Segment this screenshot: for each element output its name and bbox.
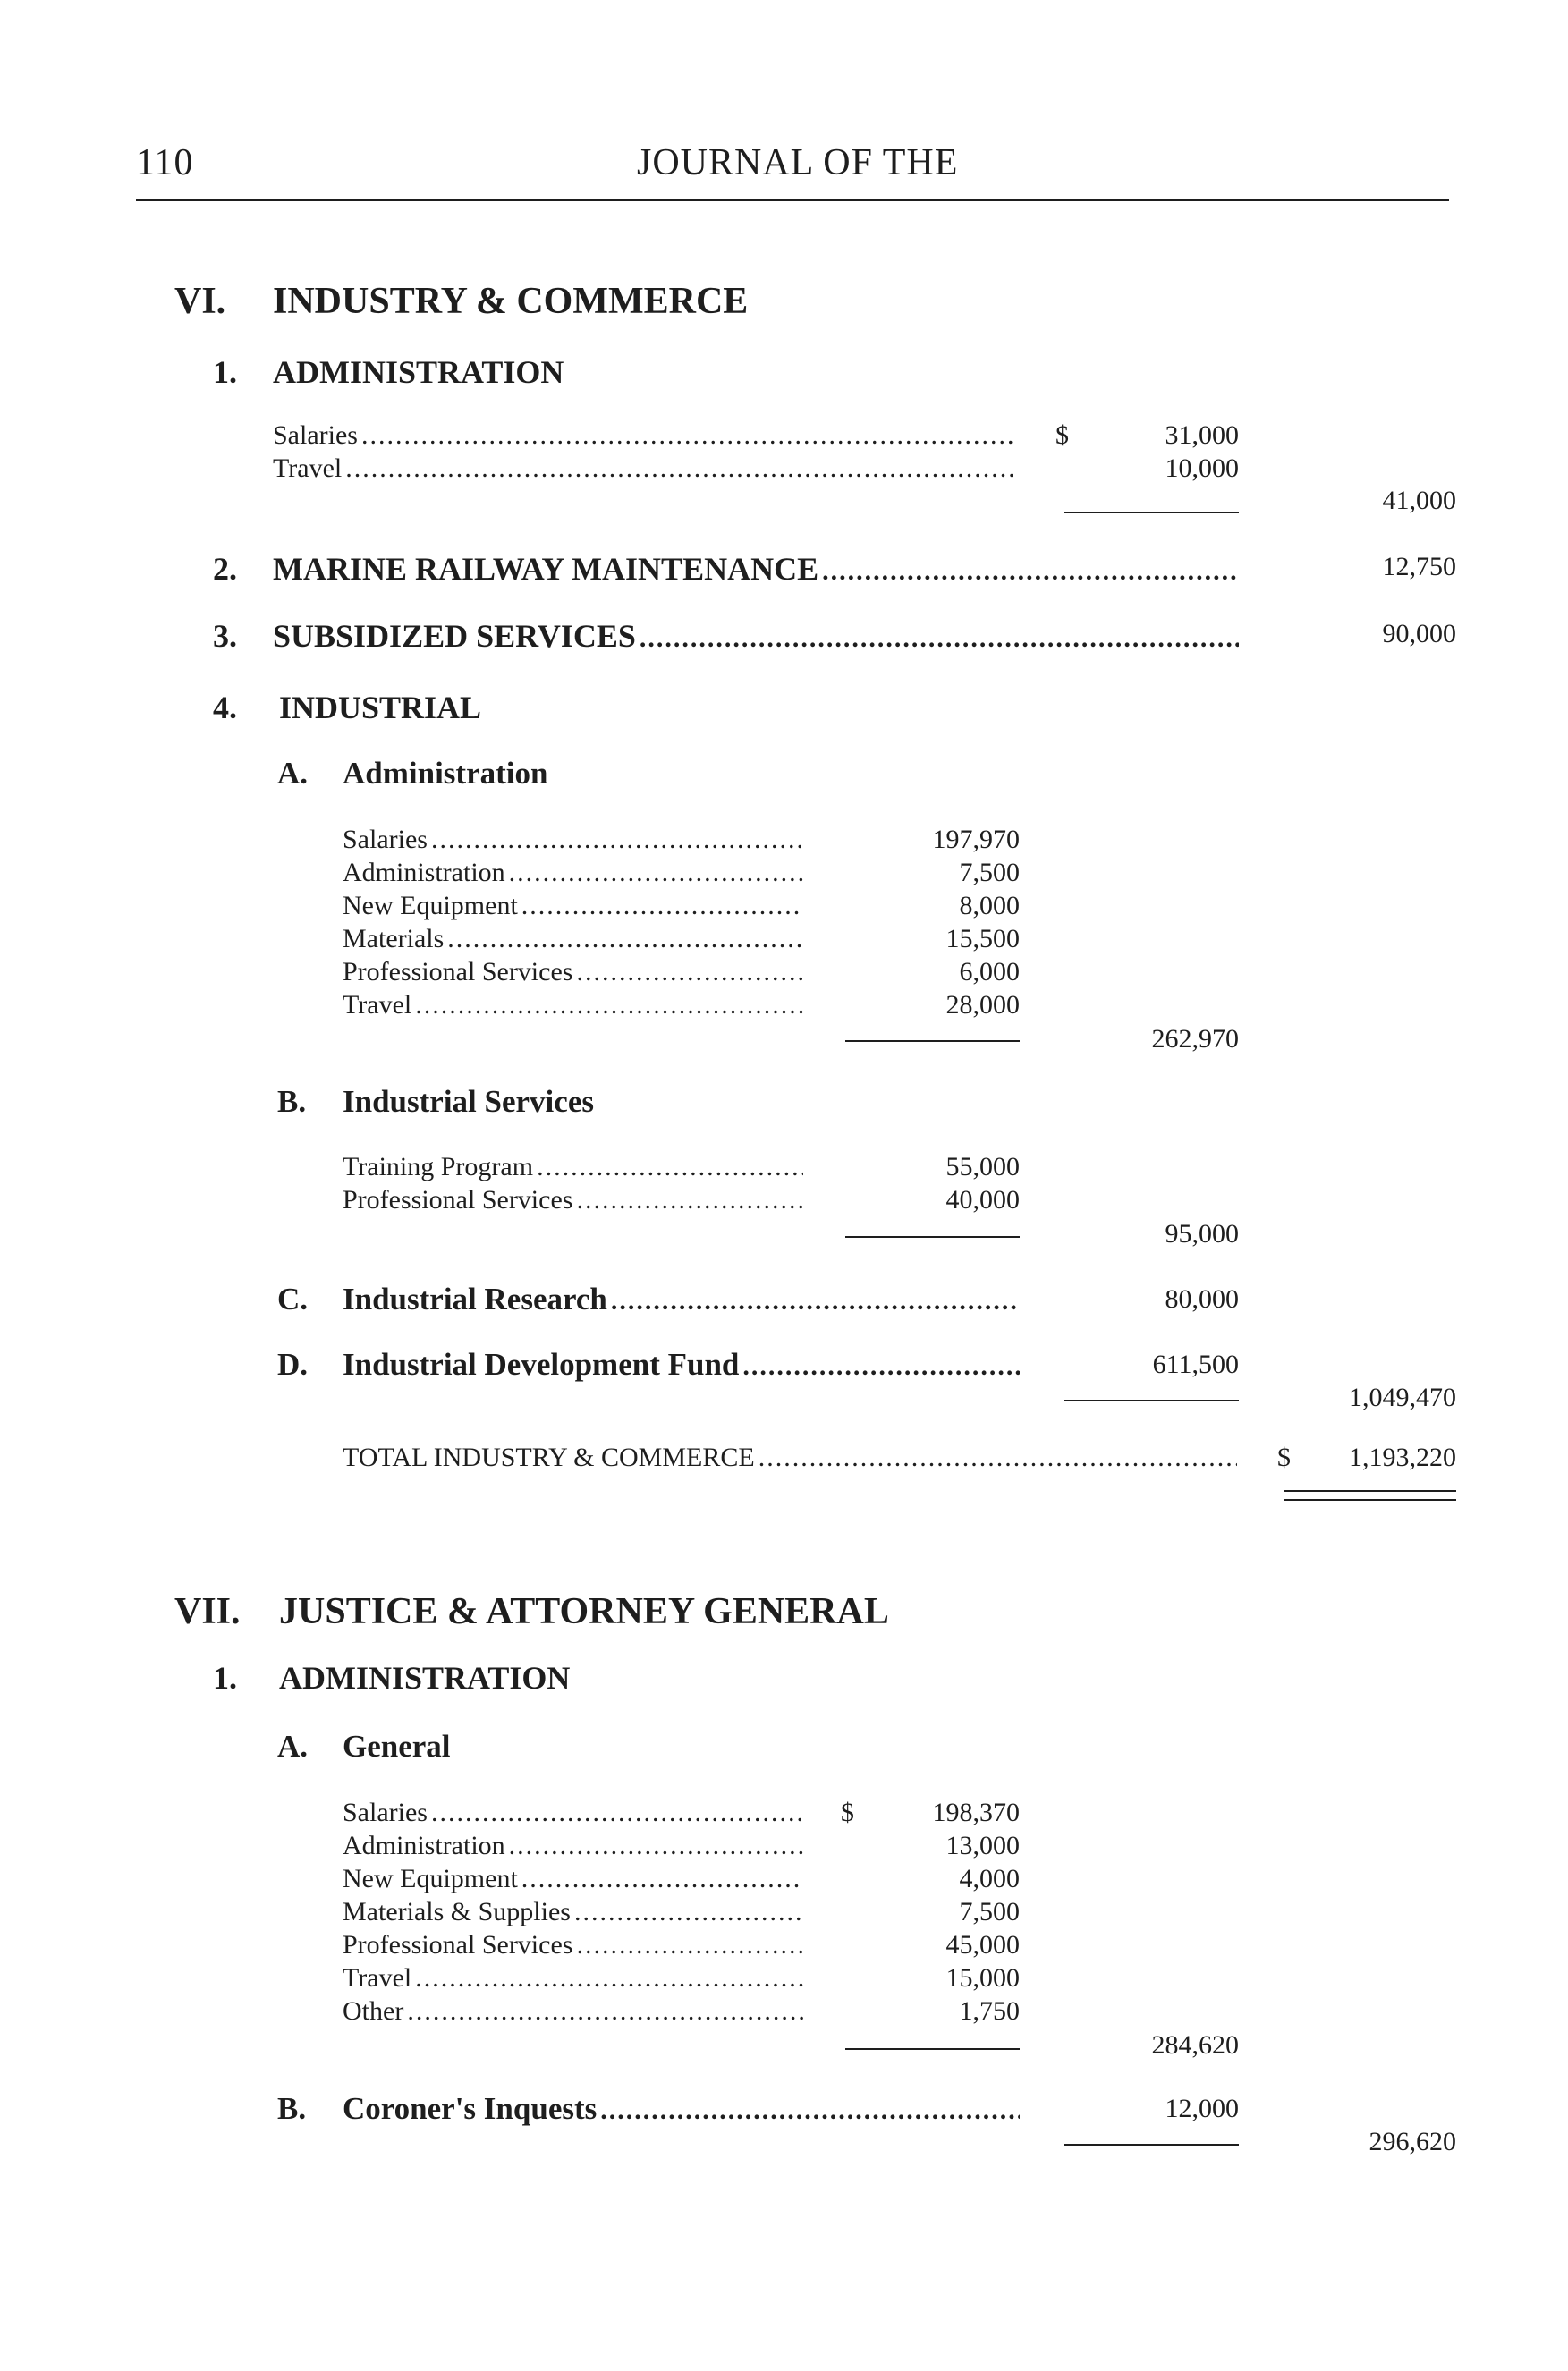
vi-4a-total: 262,970 [1151, 1024, 1239, 1054]
vi-4-number: 4. [213, 690, 237, 725]
line-label: Administration [343, 858, 505, 887]
vi-4b-amount: 55,000 [945, 1152, 1020, 1181]
leader-dots [574, 1897, 803, 1927]
line-label: Materials [343, 924, 445, 953]
currency-sign: $ [841, 1798, 854, 1827]
vii-1b-line [343, 2091, 1020, 2127]
vi-2-line [273, 550, 1239, 588]
vi-4c-letter: C. [277, 1282, 309, 1317]
vii-1a-line [343, 1798, 803, 1828]
vi-4a-line [343, 858, 803, 888]
vi-4c-amount: 80,000 [1165, 1284, 1239, 1314]
vi-4c-line [343, 1282, 1020, 1317]
vii-1b-letter: B. [277, 2091, 307, 2126]
vi-3-line [273, 617, 1239, 655]
leader-dots [361, 420, 1015, 451]
vi-4a-letter: A. [277, 756, 309, 791]
vi-1-travel-amount: 10,000 [1165, 453, 1239, 483]
vi-4a-line [343, 957, 803, 987]
leader-dots [345, 453, 1015, 484]
line-label: Professional Services [343, 1930, 573, 1960]
leader-dots [521, 891, 803, 921]
vi-2-amount: 12,750 [1382, 552, 1456, 581]
line-label: Industrial Research [343, 1282, 607, 1317]
vii-1a-letter: A. [277, 1729, 309, 1764]
vi-4b-letter: B. [277, 1084, 307, 1119]
line-label: TOTAL INDUSTRY & COMMERCE [343, 1443, 755, 1472]
vi-grand-total-amount: 1,193,220 [1349, 1443, 1456, 1472]
leader-dots [447, 924, 803, 954]
section-vii-title: JUSTICE & ATTORNEY GENERAL [279, 1591, 889, 1632]
vi-3-number: 3. [213, 618, 237, 654]
vii-1a-line [343, 1897, 803, 1927]
vi-4d-amount: 611,500 [1152, 1350, 1239, 1379]
leader-dots [822, 556, 1239, 587]
running-title: JOURNAL OF THE [637, 142, 959, 183]
line-label: Travel [273, 453, 343, 483]
line-label: Travel [343, 990, 412, 1020]
vi-2-number: 2. [213, 551, 237, 587]
vii-1-number: 1. [213, 1660, 237, 1696]
section-vii-numeral: VII. [174, 1591, 241, 1632]
vi-3-amount: 90,000 [1382, 619, 1456, 648]
vii-1a-amount: 13,000 [945, 1831, 1020, 1860]
header-rule [136, 199, 1449, 201]
leader-dots [600, 2096, 1020, 2126]
vii-1-title: ADMINISTRATION [279, 1660, 571, 1696]
subtotal-rule [845, 1040, 1020, 1042]
vii-1a-amount: 1,750 [959, 1996, 1020, 2026]
line-label: Professional Services [343, 1185, 573, 1215]
vi-4a-amount: 197,970 [932, 825, 1020, 854]
section-vi-numeral: VI. [174, 281, 226, 322]
page-number: 110 [136, 142, 194, 183]
leader-dots [509, 1831, 803, 1861]
vi-4d-letter: D. [277, 1347, 309, 1382]
leader-dots [407, 1996, 803, 2027]
vii-1a-amount: 198,370 [932, 1798, 1020, 1827]
leader-dots [640, 623, 1239, 654]
vii-1a-amount: 15,000 [945, 1963, 1020, 1993]
line-label: Other [343, 1996, 404, 2026]
line-label: MARINE RAILWAY MAINTENANCE [273, 551, 819, 587]
currency-sign: $ [1055, 420, 1069, 450]
vii-1a-line [343, 1864, 803, 1894]
vi-4-total: 1,049,470 [1349, 1383, 1456, 1412]
vii-1a-line [343, 1963, 803, 1994]
subtotal-rule [1064, 1400, 1239, 1401]
line-label: Materials & Supplies [343, 1897, 571, 1926]
leader-dots [509, 858, 803, 888]
leader-dots [576, 1930, 803, 1960]
leader-dots [415, 990, 803, 1020]
vii-1b-amount: 12,000 [1165, 2094, 1239, 2123]
vii-1a-title: General [343, 1729, 451, 1764]
vii-1a-line [343, 1930, 803, 1960]
double-rule-bottom [1284, 1499, 1456, 1501]
vi-4a-amount: 28,000 [945, 990, 1020, 1020]
leader-dots [576, 957, 803, 987]
vii-1-total: 296,620 [1369, 2127, 1456, 2156]
vi-4d-line [343, 1347, 1020, 1383]
leader-dots [742, 1351, 1020, 1382]
vi-1-title: ADMINISTRATION [273, 354, 564, 390]
vi-4a-line [343, 924, 803, 954]
vi-4b-amount: 40,000 [945, 1185, 1020, 1215]
vii-1a-line [343, 1996, 803, 2027]
leader-dots [431, 1798, 803, 1828]
subtotal-rule [845, 2048, 1020, 2050]
vi-grand-total-line [343, 1443, 1237, 1473]
vi-1-salaries-amount: 31,000 [1165, 420, 1239, 450]
vi-4b-title: Industrial Services [343, 1084, 594, 1119]
vi-4a-amount: 7,500 [959, 858, 1020, 887]
line-label: Travel [343, 1963, 412, 1993]
line-label: Salaries [273, 420, 358, 450]
currency-sign: $ [1277, 1443, 1291, 1472]
leader-dots [576, 1185, 803, 1215]
subtotal-rule [1064, 512, 1239, 513]
vii-1a-line [343, 1831, 803, 1861]
vii-1a-amount: 7,500 [959, 1897, 1020, 1926]
double-rule-top [1284, 1490, 1456, 1492]
leader-dots [759, 1443, 1237, 1473]
leader-dots [537, 1152, 803, 1182]
leader-dots [431, 825, 803, 855]
vii-1a-total: 284,620 [1151, 2030, 1239, 2060]
line-label: Administration [343, 1831, 505, 1860]
vi-1-travel-line [273, 453, 1015, 484]
subtotal-rule [1064, 2144, 1239, 2146]
vii-1a-amount: 45,000 [945, 1930, 1020, 1960]
vi-1-number: 1. [213, 354, 237, 390]
vi-4a-amount: 15,500 [945, 924, 1020, 953]
vi-4a-title: Administration [343, 756, 548, 791]
vi-4b-line [343, 1185, 803, 1215]
vi-4a-amount: 6,000 [959, 957, 1020, 987]
vi-1-salaries-line [273, 420, 1015, 451]
section-vi-title: INDUSTRY & COMMERCE [273, 281, 749, 322]
leader-dots [521, 1864, 803, 1894]
vi-4a-amount: 8,000 [959, 891, 1020, 920]
line-label: Salaries [343, 825, 428, 854]
vii-1a-amount: 4,000 [959, 1864, 1020, 1893]
vi-1-total: 41,000 [1382, 486, 1456, 515]
line-label: Coroner's Inquests [343, 2091, 598, 2126]
leader-dots [611, 1286, 1020, 1317]
line-label: Industrial Development Fund [343, 1347, 740, 1382]
vi-4a-line [343, 891, 803, 921]
line-label: SUBSIDIZED SERVICES [273, 618, 636, 654]
line-label: Training Program [343, 1152, 534, 1181]
line-label: Professional Services [343, 957, 573, 987]
vi-4a-line [343, 990, 803, 1020]
leader-dots [415, 1963, 803, 1994]
vi-4-title: INDUSTRIAL [279, 690, 482, 725]
line-label: Salaries [343, 1798, 428, 1827]
vi-4b-total: 95,000 [1165, 1219, 1239, 1249]
line-label: New Equipment [343, 1864, 518, 1893]
vi-4b-line [343, 1152, 803, 1182]
vi-4a-line [343, 825, 803, 855]
line-label: New Equipment [343, 891, 518, 920]
subtotal-rule [845, 1236, 1020, 1238]
